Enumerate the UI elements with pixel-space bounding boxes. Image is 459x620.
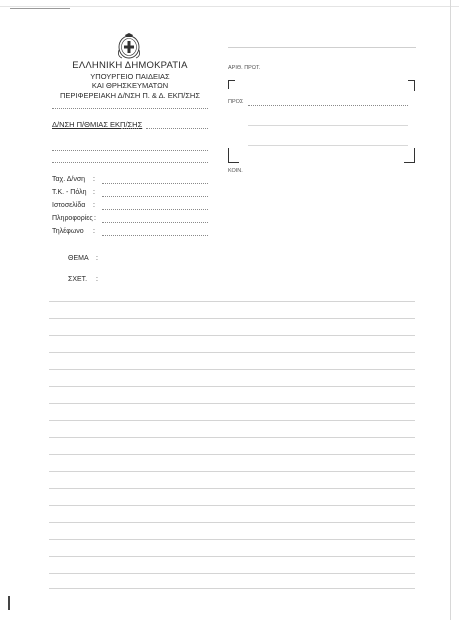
phone-field[interactable] xyxy=(102,235,208,236)
website-field[interactable] xyxy=(102,209,208,210)
subject-sep: : xyxy=(96,255,98,262)
department-fill-line[interactable] xyxy=(146,128,208,129)
address-field[interactable] xyxy=(102,183,208,184)
reference-sep: : xyxy=(96,276,98,283)
ruled-line[interactable] xyxy=(49,369,415,370)
regional-office: ΠΕΡΙΦΕΡΕΙΑΚΗ Δ/ΝΣΗ Π. & Δ. ΕΚΠ/ΣΗΣ xyxy=(60,91,200,100)
ruled-line[interactable] xyxy=(49,386,415,387)
address-label: Ταχ. Δ/νση xyxy=(52,176,86,183)
postcode-city-sep: : xyxy=(93,189,95,196)
ruled-line[interactable] xyxy=(49,454,415,455)
department-sub-dots xyxy=(121,128,139,129)
header-underline xyxy=(52,108,208,109)
ruled-line[interactable] xyxy=(49,573,415,574)
ruled-line[interactable] xyxy=(49,556,415,557)
cc-label: ΚΟΙΝ. xyxy=(228,168,243,174)
address-box-top-left xyxy=(228,80,235,89)
ruled-line[interactable] xyxy=(49,420,415,421)
postcode-city-label: Τ.Κ. - Πόλη xyxy=(52,189,87,196)
department-label: Δ/ΝΣΗ Π/ΘΜΙΑΣ ΕΚΠ/ΣΗΣ xyxy=(52,120,143,129)
info-field[interactable] xyxy=(102,222,208,223)
to-field-line-1[interactable] xyxy=(248,105,408,106)
to-label: ΠΡΟΣ xyxy=(228,99,244,105)
country-title: ΕΛΛΗΝΙΚΗ ΔΗΜΟΚΡΑΤΙΑ xyxy=(72,60,188,71)
info-label: Πληροφορίες xyxy=(52,215,93,222)
address-box-bottom-right xyxy=(404,148,415,163)
ministry-line-2: ΚΑΙ ΘΡΗΣΚΕΥΜΑΤΩΝ xyxy=(91,81,169,90)
ruled-line[interactable] xyxy=(49,539,415,540)
ruled-line[interactable] xyxy=(49,352,415,353)
ruled-line[interactable] xyxy=(49,471,415,472)
to-field-line-2[interactable] xyxy=(248,125,408,126)
postcode-city-field[interactable] xyxy=(102,196,208,197)
ministry-line-1: ΥΠΟΥΡΓΕΙΟ ΠΑΙΔΕΙΑΣ xyxy=(90,72,170,81)
to-field-line-3[interactable] xyxy=(248,145,408,146)
ruled-line[interactable] xyxy=(49,335,415,336)
reference-label: ΣΧΕΤ. xyxy=(68,276,88,283)
subject-label: ΘΕΜΑ xyxy=(68,255,89,262)
website-sep: : xyxy=(93,202,95,209)
ruled-line[interactable] xyxy=(49,505,415,506)
phone-sep: : xyxy=(93,228,95,235)
page-right-edge xyxy=(450,0,451,620)
phone-label: Τηλέφωνο xyxy=(52,228,84,235)
scan-mark-bottom xyxy=(8,596,10,610)
ruled-line[interactable] xyxy=(49,488,415,489)
ruled-line[interactable] xyxy=(49,318,415,319)
greek-coat-of-arms-icon xyxy=(116,32,142,60)
top-right-line[interactable] xyxy=(228,47,416,48)
website-label: Ιστοσελίδα xyxy=(52,202,86,209)
protocol-number-label: ΑΡΙΘ. ΠΡΩΤ. xyxy=(228,65,261,71)
page-top-edge xyxy=(0,6,459,7)
address-sep: : xyxy=(93,176,95,183)
address-box-top-right xyxy=(408,80,415,91)
blank-line-1[interactable] xyxy=(52,150,208,151)
blank-line-2[interactable] xyxy=(52,162,208,163)
ruled-line[interactable] xyxy=(49,522,415,523)
info-sep: : xyxy=(94,215,96,222)
scan-mark xyxy=(10,8,70,9)
ruled-line[interactable] xyxy=(49,301,415,302)
ruled-line[interactable] xyxy=(49,403,415,404)
ruled-line[interactable] xyxy=(49,588,415,589)
address-box-bottom-left xyxy=(228,148,239,163)
ruled-line[interactable] xyxy=(49,437,415,438)
